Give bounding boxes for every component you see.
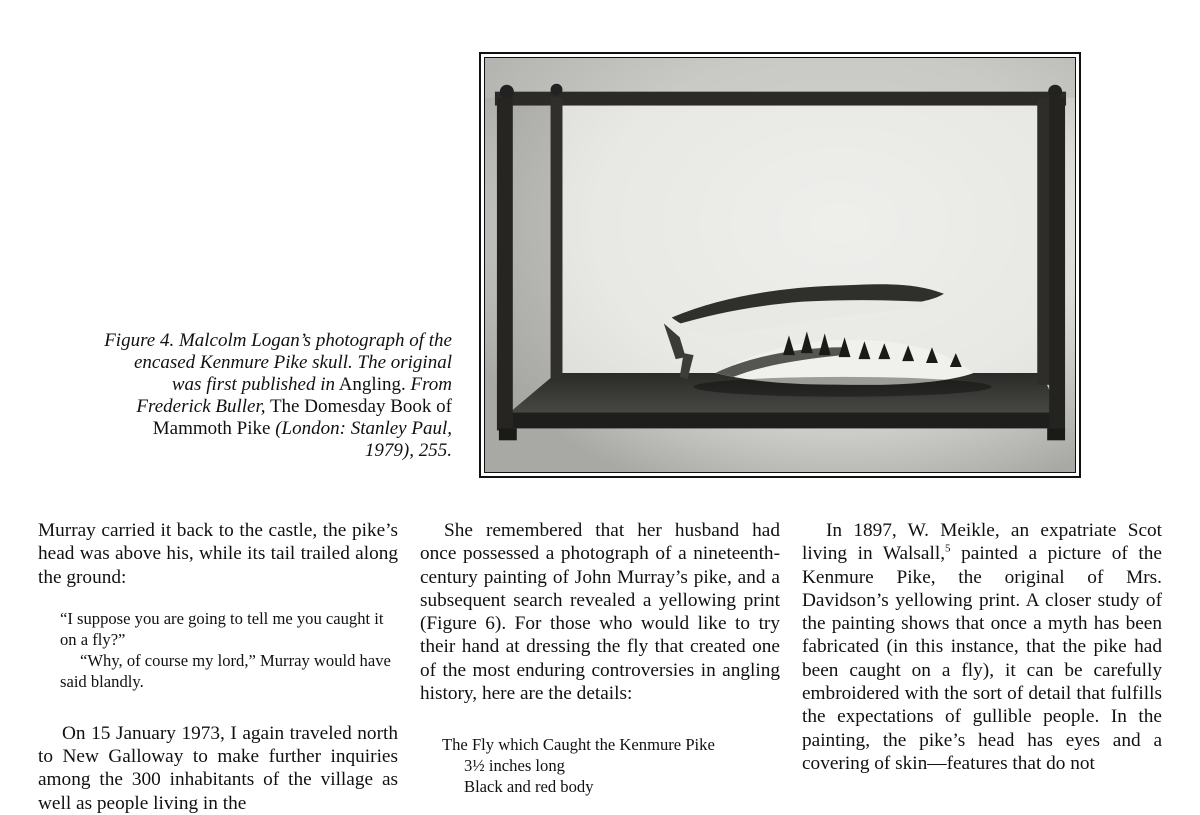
pike-skull-in-glass-case-image [485,58,1075,472]
caption-publication-info: (London: Stanley Paul, 1979), 255. [275,418,452,461]
caption-journal-title: Angling. [338,374,406,395]
quote-line: “I suppose you are going to tell me you caught it on a fly?” [60,608,384,649]
paragraph: On 15 January 1973, I again traveled north to New Galloway to make further inquiries among the 300 inhabitants of the village as well as people living in the [38,722,398,814]
caption-book-title: The Domesday Book of Mammoth Pike [152,396,452,439]
paragraph [802,519,1162,775]
recipe-line: 3½ inches long [464,756,565,776]
recipe-title: The Fly which Caught the Kenmure Pike [442,735,715,755]
footnote-reference[interactable]: 5 [945,542,951,555]
kenmure-pike-skull-photo [484,57,1076,473]
quote-line: “Why, of course my lord,” Murray would have said blandly. [60,650,391,691]
recipe-line: Black and red body [464,777,594,797]
text-column-1 [38,519,398,815]
paragraph-text: painted a picture of the Kenmure Pike, the original of Mrs. Davidson’s yellowing print. A closer study of the painting shows that once a myth has been fabricated (in this instance, that the pike had been caught on a fly), it can be carefully embroidered with the sort of detail that fulfills the expectations of gullible people. In the painting, the pike’s head has eyes and a covering of skin—features that do not [802,543,1162,774]
fly-recipe [442,734,780,797]
text-column-2 [420,519,780,797]
caption-text: Figure 4. Malcolm Logan’s photograph of the encased Kenmure Pike skull. The original was first published in [104,330,452,395]
paragraph-text: In 1897, W. Meikle, an expatriate Scot living in Walsall, [802,520,1162,565]
text-column-3 [802,519,1162,775]
paragraph: Murray carried it back to the castle, the pike’s head was above his, while its tail trailed along the ground: [38,520,398,588]
paragraph: She remembered that her husband had once possessed a photograph of a nineteenth-century painting of John Murray’s pike, and a subsequent search revealed a yellowing print (Figure 6). For those who would like to try their hand at dressing the fly that created one of the most enduring controversies in angling history, here are the details: [420,520,780,705]
caption-text: From Frederick Buller, [136,374,452,417]
figure-caption [100,330,452,462]
figure-photo-frame [479,52,1081,478]
dialogue-quote [60,608,398,692]
